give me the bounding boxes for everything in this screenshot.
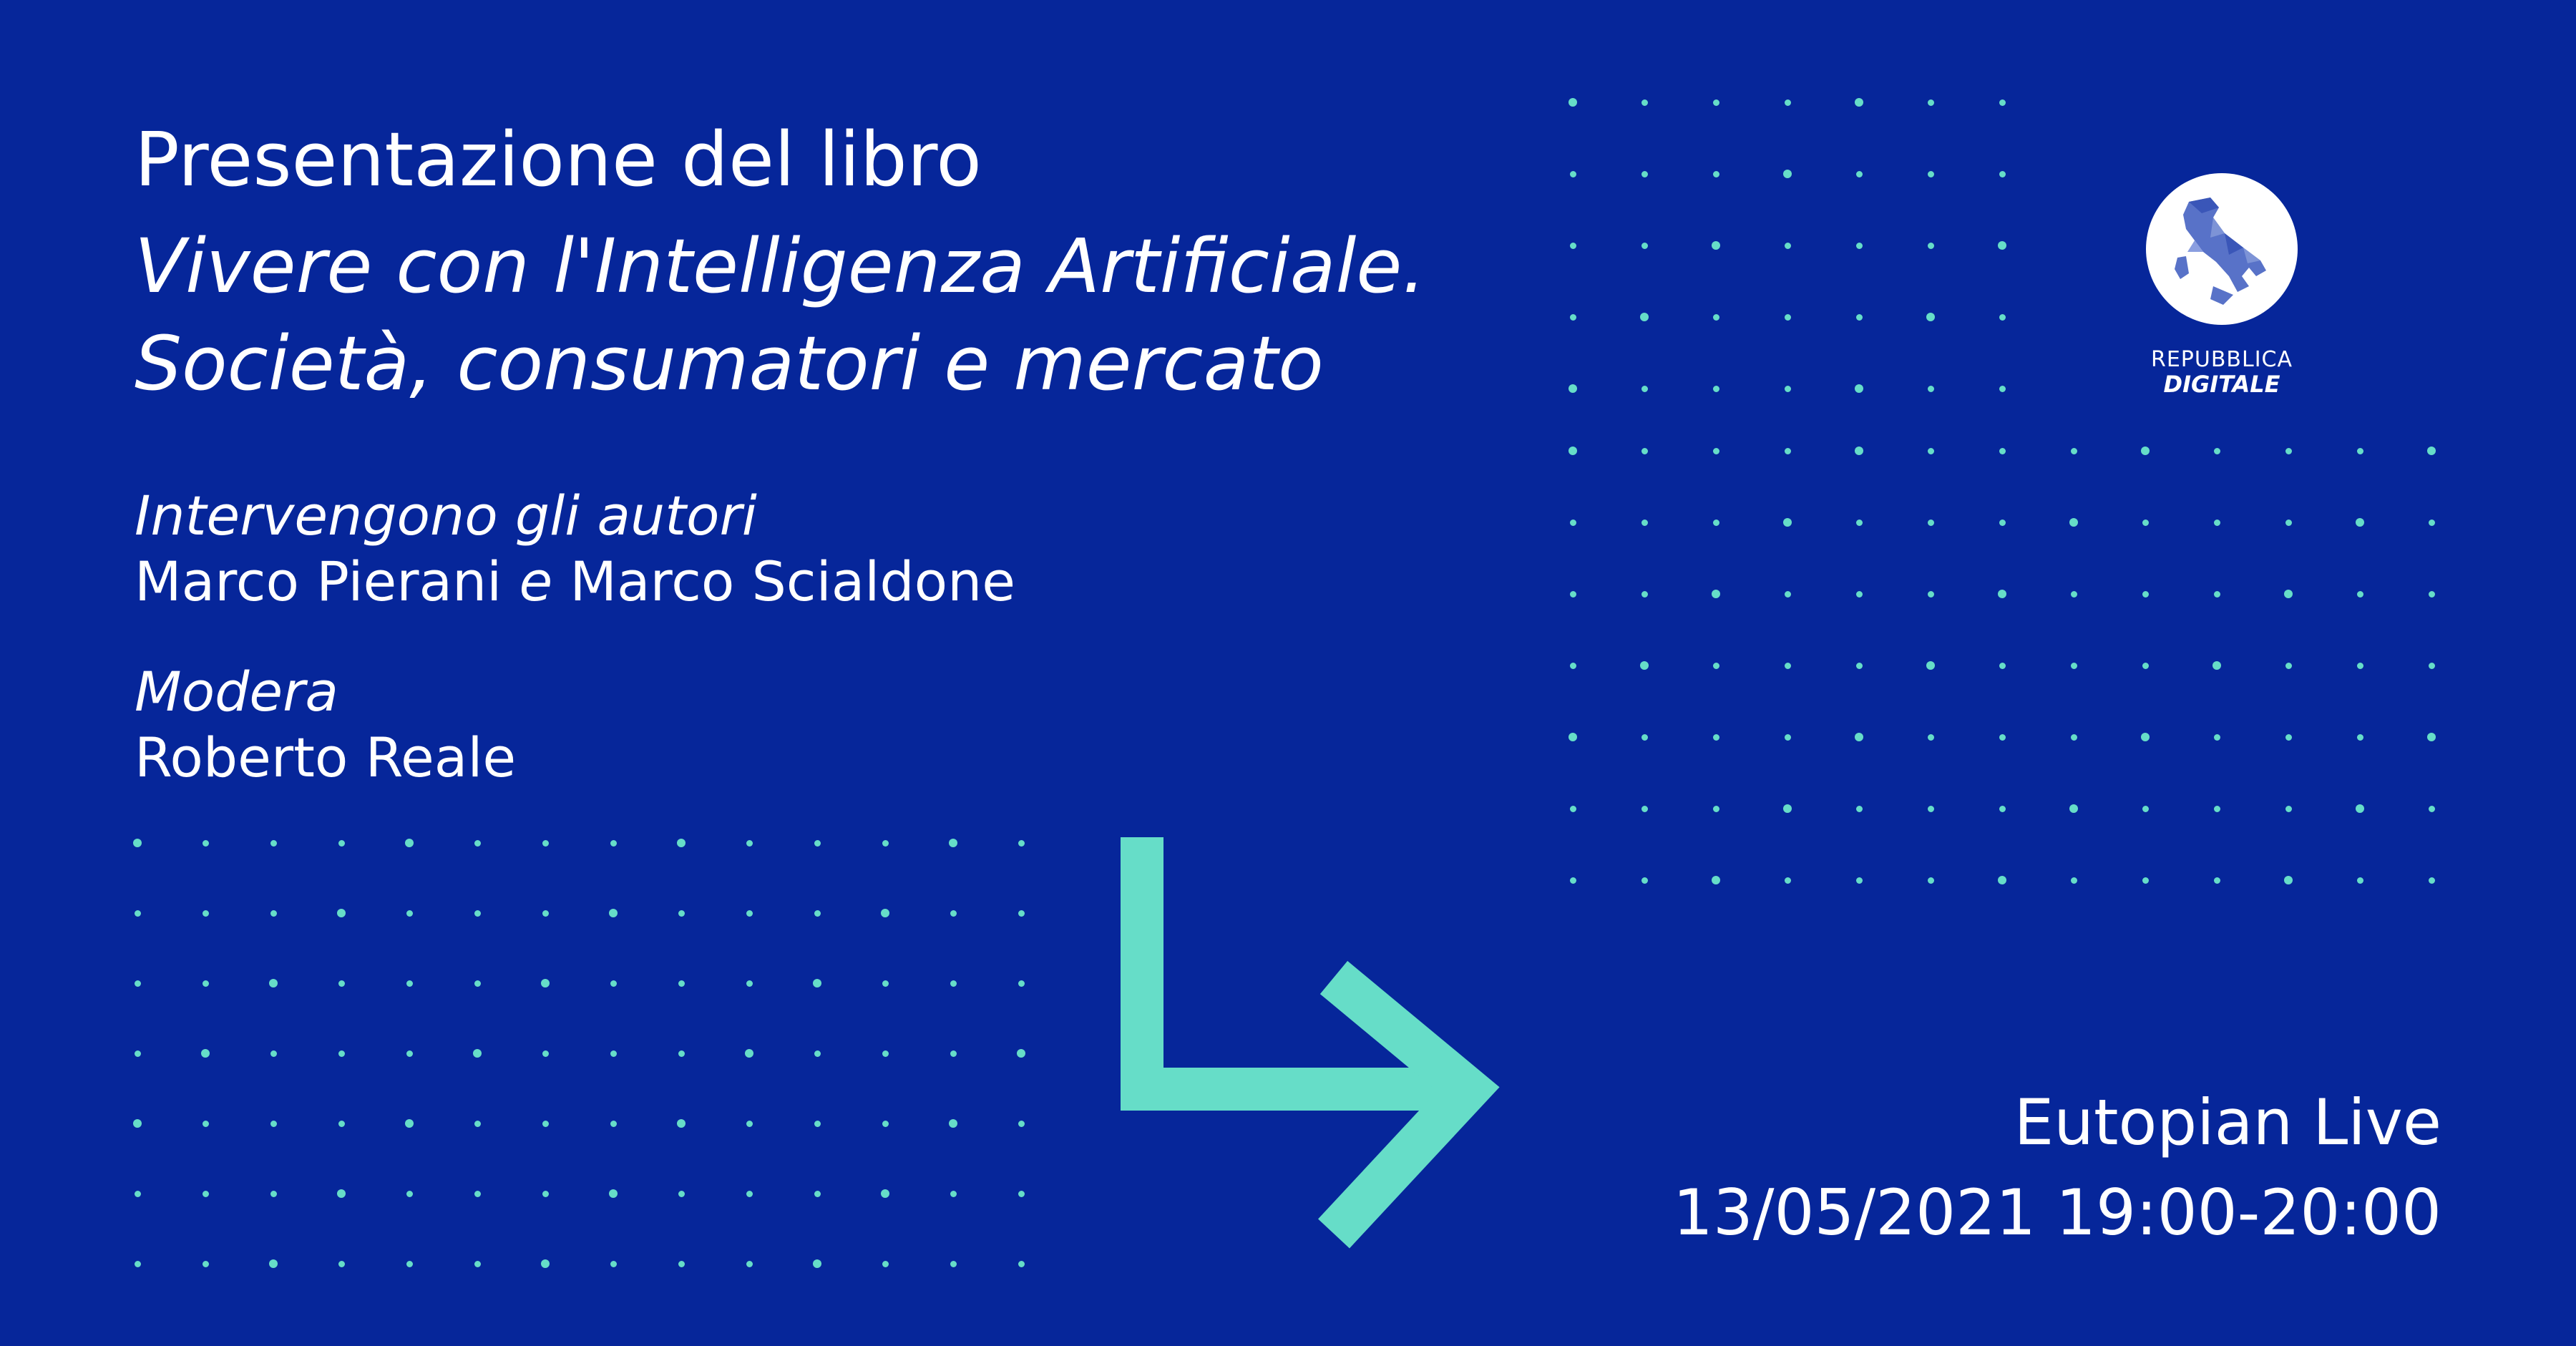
decorative-dot <box>1928 171 1934 177</box>
decorative-dot <box>1785 448 1791 454</box>
decorative-dot <box>474 840 481 847</box>
decorative-dot <box>610 1050 617 1057</box>
decorative-dot <box>2142 591 2149 598</box>
decorative-dot <box>542 1121 549 1127</box>
decorative-dot <box>1640 661 1649 670</box>
decorative-dot <box>881 909 889 917</box>
decorative-dot <box>2214 520 2220 526</box>
decorative-dot <box>2141 447 2150 455</box>
decorative-dot <box>473 1049 482 1058</box>
decorative-dot <box>1926 313 1935 321</box>
decorative-dot <box>813 979 821 987</box>
decorative-dot <box>405 1119 414 1128</box>
decorative-dot <box>2285 663 2292 669</box>
decorative-dot <box>2357 448 2363 454</box>
decorative-dot <box>678 1261 685 1267</box>
decorative-dot <box>1926 661 1935 670</box>
decorative-dot <box>2212 661 2221 670</box>
decorative-dot <box>746 1191 753 1197</box>
decorative-dot <box>677 1119 686 1128</box>
decorative-dot <box>1570 877 1576 884</box>
decorative-dot <box>2071 448 2077 454</box>
decorative-dot <box>1998 590 2006 598</box>
decorative-dot <box>270 1050 277 1057</box>
decorative-dot <box>2214 591 2220 598</box>
decorative-dot <box>135 1191 141 1197</box>
decorative-dot <box>610 840 617 847</box>
book-title-line1: Vivere con l'Intelligenza Artificiale. <box>135 223 1426 310</box>
decorative-dot <box>882 980 889 987</box>
decorative-dot <box>1999 314 2006 321</box>
decorative-dot <box>814 1121 821 1127</box>
decorative-dot <box>1641 448 1648 454</box>
decorative-dot <box>2427 447 2436 455</box>
decorative-dot <box>2357 591 2363 598</box>
decorative-dot <box>406 1191 413 1197</box>
decorative-dot <box>135 910 141 917</box>
decorative-dot <box>1570 663 1576 669</box>
decorative-dot <box>1641 243 1648 249</box>
decorative-dot <box>337 1189 346 1198</box>
decorative-dot <box>1570 243 1576 249</box>
decorative-dot <box>950 1050 957 1057</box>
decorative-dot <box>1018 1121 1025 1127</box>
decorative-dot <box>2429 806 2435 812</box>
decorative-dot <box>1641 806 1648 812</box>
arrow-down-right-icon <box>1121 837 1503 1264</box>
decorative-dot <box>1713 520 1719 526</box>
decorative-dot <box>1785 243 1791 249</box>
decorative-dot <box>1713 314 1719 321</box>
decorative-dot <box>2357 663 2363 669</box>
decorative-dot <box>1712 590 1720 598</box>
decorative-dot <box>1568 384 1577 393</box>
decorative-dot <box>2142 806 2149 812</box>
decorative-dot <box>1713 386 1719 392</box>
decorative-dot <box>1018 1191 1025 1197</box>
decorative-dot <box>270 910 277 917</box>
decorative-dot <box>338 1121 345 1127</box>
decorative-dot <box>1928 386 1934 392</box>
decorative-dot <box>1928 877 1934 884</box>
decorative-dot <box>133 1119 142 1128</box>
decorative-dot <box>1570 591 1576 598</box>
decorative-dot <box>2069 804 2078 813</box>
decorative-dot <box>1783 518 1792 527</box>
decorative-dot <box>1998 241 2006 250</box>
decorative-dot <box>1713 448 1719 454</box>
decorative-dot <box>1018 1261 1025 1267</box>
decorative-dot <box>746 840 753 847</box>
decorative-dot <box>2429 877 2435 884</box>
speaker-name-1: Marco Pierani <box>135 550 502 613</box>
decorative-dot <box>1568 98 1577 107</box>
decorative-dot <box>474 1261 481 1267</box>
decorative-dot <box>1856 243 1863 249</box>
decorative-dot <box>1785 663 1791 669</box>
decorative-dot <box>814 1191 821 1197</box>
decorative-dot <box>1785 386 1791 392</box>
decorative-dot <box>950 1191 957 1197</box>
decorative-dot <box>338 980 345 987</box>
decorative-dot <box>1856 591 1863 598</box>
title-intro: Presentazione del libro <box>135 116 982 203</box>
decorative-dot <box>882 840 889 847</box>
decorative-dot <box>2071 734 2077 741</box>
decorative-dot <box>950 1261 957 1267</box>
decorative-dot <box>2429 663 2435 669</box>
decorative-dot <box>610 980 617 987</box>
decorative-dot <box>1998 876 2006 884</box>
decorative-dot <box>1713 171 1719 177</box>
decorative-dot <box>882 1121 889 1127</box>
repubblica-digitale-logo <box>2140 172 2304 415</box>
decorative-dot <box>2284 876 2293 884</box>
decorative-dot <box>1785 99 1791 106</box>
decorative-dot <box>1018 910 1025 917</box>
decorative-dot <box>269 1259 278 1268</box>
event-name: Eutopian Live <box>2014 1086 2441 1159</box>
decorative-dot <box>2427 733 2436 741</box>
decorative-dot <box>949 1119 957 1128</box>
decorative-dot <box>406 1050 413 1057</box>
decorative-dot <box>270 1191 277 1197</box>
decorative-dot <box>1928 591 1934 598</box>
decorative-dot <box>338 840 345 847</box>
italy-map-icon <box>2145 172 2299 326</box>
decorative-dot <box>1712 876 1720 884</box>
decorative-dot <box>678 1191 685 1197</box>
decorative-dot <box>1713 663 1719 669</box>
decorative-dot <box>950 980 957 987</box>
decorative-dot <box>201 1049 210 1058</box>
decorative-dot <box>1783 170 1792 178</box>
decorative-dot <box>1856 806 1863 812</box>
decorative-dot <box>1641 171 1648 177</box>
decorative-dot <box>133 839 142 847</box>
decorative-dot <box>1570 171 1576 177</box>
decorative-dot <box>746 1261 753 1267</box>
decorative-dot <box>541 1259 550 1268</box>
decorative-dot <box>1928 99 1934 106</box>
decorative-dot <box>203 980 209 987</box>
decorative-dot <box>1641 734 1648 741</box>
decorative-dot <box>1640 313 1649 321</box>
decorative-dot <box>2214 734 2220 741</box>
decorative-dot <box>338 1050 345 1057</box>
decorative-dot <box>337 909 346 917</box>
decorative-dot <box>1855 447 1863 455</box>
decorative-dot <box>678 1050 685 1057</box>
decorative-dot <box>2071 877 2077 884</box>
decorative-dot <box>2429 591 2435 598</box>
book-title-line2: Società, consumatori e mercato <box>135 320 1324 407</box>
decorative-dot <box>2214 877 2220 884</box>
decorative-dot <box>2214 448 2220 454</box>
decorative-dot <box>1018 980 1025 987</box>
decorative-dot <box>1999 734 2006 741</box>
decorative-dot <box>2214 806 2220 812</box>
decorative-dot <box>1713 806 1719 812</box>
decorative-dot <box>1999 806 2006 812</box>
decorative-dot <box>1928 520 1934 526</box>
decorative-dot <box>1712 241 1720 250</box>
decorative-dot <box>1928 734 1934 741</box>
decorative-dot <box>1018 840 1025 847</box>
decorative-dot <box>609 909 618 917</box>
decorative-dot <box>1783 804 1792 813</box>
decorative-dot <box>745 1049 753 1058</box>
logo-text-repubblica: REPUBBLICA <box>2150 347 2293 372</box>
decorative-dot <box>746 910 753 917</box>
decorative-dot <box>474 910 481 917</box>
decorative-dot <box>1570 806 1576 812</box>
decorative-dot <box>746 1121 753 1127</box>
decorative-dot <box>2284 590 2293 598</box>
decorative-dot <box>135 1050 141 1057</box>
decorative-dot <box>2071 663 2077 669</box>
decorative-dot <box>1856 171 1863 177</box>
decorative-dot <box>406 910 413 917</box>
decorative-dot <box>1785 734 1791 741</box>
speakers-names <box>135 550 1015 614</box>
decorative-dot <box>2356 804 2364 813</box>
decorative-dot <box>542 1050 549 1057</box>
decorative-dot <box>474 980 481 987</box>
decorative-dot <box>678 980 685 987</box>
decorative-dot <box>1641 520 1648 526</box>
decorative-dot <box>1999 99 2006 106</box>
decorative-dot <box>882 1261 889 1267</box>
decorative-dot <box>2429 520 2435 526</box>
decorative-dot <box>2285 806 2292 812</box>
decorative-dot <box>1999 171 2006 177</box>
moderator-name: Roberto Reale <box>135 726 517 789</box>
decorative-dot <box>1999 520 2006 526</box>
decorative-dot <box>610 1261 617 1267</box>
decorative-dot <box>203 1261 209 1267</box>
decorative-dot <box>2357 734 2363 741</box>
decorative-dot <box>474 1191 481 1197</box>
decorative-dot <box>1713 99 1719 106</box>
decorative-dot <box>1999 386 2006 392</box>
decorative-dot <box>1855 733 1863 741</box>
decorative-dot <box>135 980 141 987</box>
decorative-dot <box>950 910 957 917</box>
decorative-dot <box>406 980 413 987</box>
decorative-dot <box>1017 1049 1025 1058</box>
decorative-dot <box>1855 384 1863 393</box>
decorative-dot <box>203 840 209 847</box>
decorative-dot <box>1999 663 2006 669</box>
decorative-dot <box>949 839 957 847</box>
decorative-dot <box>814 910 821 917</box>
decorative-dot <box>1928 243 1934 249</box>
decorative-dot <box>269 979 278 987</box>
decorative-dot <box>2142 520 2149 526</box>
decorative-dot <box>203 1121 209 1127</box>
decorative-dot <box>270 840 277 847</box>
decorative-dot <box>1568 733 1577 741</box>
decorative-dot <box>2142 877 2149 884</box>
decorative-dot <box>2285 520 2292 526</box>
decorative-dot <box>814 840 821 847</box>
decorative-dot <box>474 1121 481 1127</box>
decorative-dot <box>813 1259 821 1268</box>
decorative-dot <box>1570 520 1576 526</box>
decorative-dot <box>1641 99 1648 106</box>
decorative-dot <box>542 840 549 847</box>
decorative-dot <box>2069 518 2078 527</box>
decorative-dot <box>406 1261 413 1267</box>
decorative-dot <box>1785 591 1791 598</box>
decorative-dot <box>2356 518 2364 527</box>
decorative-dot <box>1999 448 2006 454</box>
decorative-dot <box>1713 734 1719 741</box>
speaker-name-2: Marco Scialdone <box>570 550 1016 613</box>
decorative-dot <box>746 980 753 987</box>
decorative-dot <box>2285 448 2292 454</box>
decorative-dot <box>270 1121 277 1127</box>
event-datetime: 13/05/2021 19:00-20:00 <box>1672 1176 2441 1249</box>
decorative-dot <box>2285 734 2292 741</box>
decorative-dot <box>882 1050 889 1057</box>
decorative-dot <box>881 1189 889 1198</box>
decorative-dot <box>2071 591 2077 598</box>
decorative-dot <box>135 1261 141 1267</box>
decorative-dot <box>1641 877 1648 884</box>
decorative-dot <box>1928 448 1934 454</box>
speakers-conjunction: e <box>519 550 553 613</box>
decorative-dot <box>2357 877 2363 884</box>
decorative-dot <box>677 839 686 847</box>
speakers-label: Intervengono gli autori <box>135 484 757 547</box>
decorative-dot <box>1856 663 1863 669</box>
decorative-dot <box>541 979 550 987</box>
decorative-dot <box>1570 314 1576 321</box>
decorative-dot <box>1856 314 1863 321</box>
decorative-dot <box>610 1121 617 1127</box>
decorative-dot <box>1641 591 1648 598</box>
decorative-dot <box>1785 314 1791 321</box>
decorative-dot <box>2142 663 2149 669</box>
decorative-dot <box>338 1261 345 1267</box>
decorative-dot <box>203 1191 209 1197</box>
decorative-dot <box>1855 98 1863 107</box>
moderator-label: Modera <box>135 660 338 723</box>
decorative-dot <box>1641 386 1648 392</box>
decorative-dot <box>1785 877 1791 884</box>
decorative-dot <box>542 1191 549 1197</box>
decorative-dot <box>1856 877 1863 884</box>
decorative-dot <box>203 910 209 917</box>
decorative-dot <box>405 839 414 847</box>
decorative-dot <box>678 910 685 917</box>
decorative-dot <box>2141 733 2150 741</box>
logo-text-digitale: DIGITALE <box>2163 371 2280 398</box>
decorative-dot <box>609 1189 618 1198</box>
decorative-dot <box>814 1050 821 1057</box>
decorative-dot <box>542 910 549 917</box>
decorative-dot <box>1856 520 1863 526</box>
decorative-dot <box>1568 447 1577 455</box>
decorative-dot <box>1928 806 1934 812</box>
